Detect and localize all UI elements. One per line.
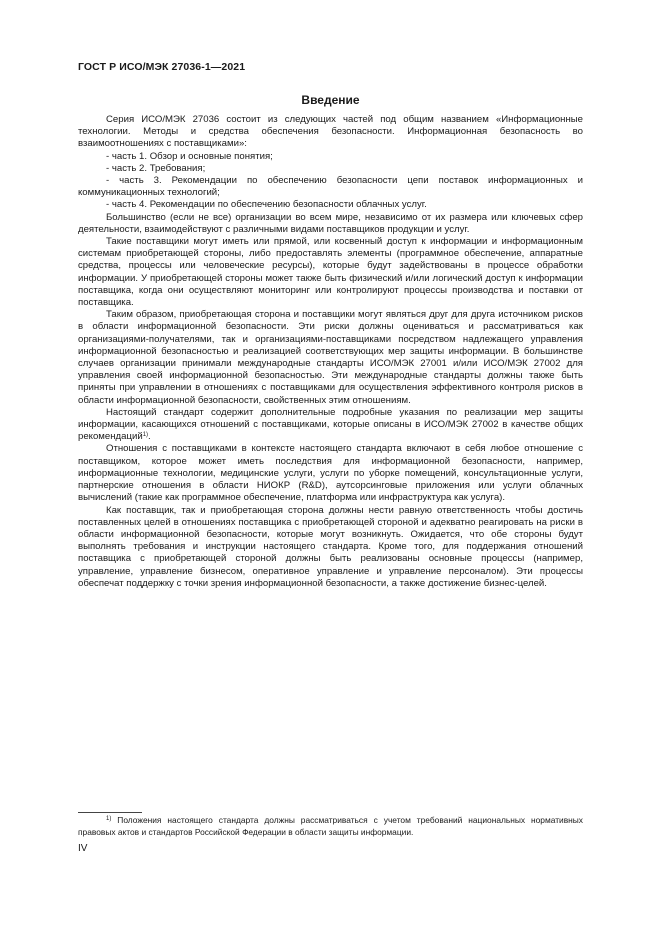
paragraph-end: .	[148, 431, 151, 443]
paragraph: Как поставщик, так и приобретающая сторона должны нести равную ответственность чтобы достичь поставленных целей в отношениях поставщика с приобретающей стороной и адекватно реагировать на риски в области информационной безопасности, которые могут возникнуть. Ожидается, что обе стороны будут выполнять требования и инструкции настоящего стандарта. Кроме того, для поддержания отношений поставщика с приобретающей стороной должны быть реализованы основные процессы (например, управление, управление бизнесом, оперативное управление и управление персоналом). Эти процессы обеспечат поддержку с точки зрения информационной безопасности, а также достижение бизнес-целей.	[78, 504, 583, 589]
paragraph-with-footnote	[78, 407, 583, 444]
footnote-reference[interactable]: 1)	[142, 432, 149, 439]
footnote-text: Положения настоящего стандарта должны рассматриваться с учетом требований национальных нормативных правовых актов и стандартов Российской Федерации в области защиты информации.	[78, 815, 583, 837]
paragraph: Отношения с поставщиками в контексте настоящего стандарта включают в себя любое отношение с поставщиком, которое может иметь последствия для информационной безопасности, например, информационные технологии, медицинские услуги, услуги по уборке помещений, консультационные услуги, партнерские отношения в области НИОКР (R&D), аутсорсинговые приложения или услуги облачных вычислений (такие как программное обеспечение, платформа или инфраструктура как услуга).	[78, 443, 583, 504]
page-number: IV	[78, 843, 88, 854]
footnote	[78, 815, 583, 838]
list-item: - часть 2. Требования;	[106, 162, 206, 174]
document-header: ГОСТ Р ИСО/МЭК 27036-1—2021	[78, 61, 246, 73]
paragraph: Большинство (если не все) организации во всем мире, независимо от их размера или ключевых сфер деятельности, взаимодействуют с различными видами поставщиков продукции и услуг.	[78, 211, 583, 235]
paragraph: Таким образом, приобретающая сторона и поставщики могут являться друг для друга источником рисков в области информационной безопасности. Эти риски должны оцениваться и рассматриваться как организациями-получателями, так и организациями-поставщиками посредством надлежащего управления информационной безопасностью и реализацией соответствующих мер защиты информации. В большинстве случаев организации принимали международные стандарты ИСО/МЭК 27001 и/или ИСО/МЭК 27002 для управления своей информационной безопасностью. Эти международные стандарты должны также быть приняты при управлении в отношениях с поставщиками для осуществления эффективного контроля рисков в области информационной безопасности, свойственных этим отношениям.	[78, 309, 583, 406]
footnote-marker: 1)	[106, 816, 112, 822]
document-body	[78, 114, 583, 590]
list-item: - часть 3. Рекомендации по обеспечению безопасности цепи поставок информационных и коммуникационных технологий;	[78, 175, 583, 199]
list-item: - часть 1. Обзор и основные понятия;	[106, 150, 273, 162]
list-item: - часть 4. Рекомендации по обеспечению безопасности облачных услуг.	[106, 199, 427, 211]
paragraph-text: Настоящий стандарт содержит дополнительные подробные указания по реализации мер защиты информации, касающихся отношений с поставщиками, которые описаны в ИСО/МЭК 27002 в качестве общих рекомендаций	[78, 406, 583, 443]
paragraph: Такие поставщики могут иметь или прямой, или косвенный доступ к информации и информационным системам приобретающей стороны, либо предоставлять элементы (программное обеспечение, аппаратные средства, процессы или человеческие ресурсы), которые будут задействованы в процессе обработки информации. У приобретающей стороны может также быть физический и/или логический доступ к информации поставщика, когда они осуществляют мониторинг или контролируют процессы производства и поставки от поставщика.	[78, 236, 583, 309]
section-title: Введение	[301, 93, 360, 107]
paragraph: Серия ИСО/МЭК 27036 состоит из следующих частей под общим названием «Информационные технологии. Методы и средства обеспечения безопасности. Информационная безопасность во взаимоотношениях с поставщиками»:	[78, 114, 583, 150]
footnote-divider	[78, 812, 142, 813]
